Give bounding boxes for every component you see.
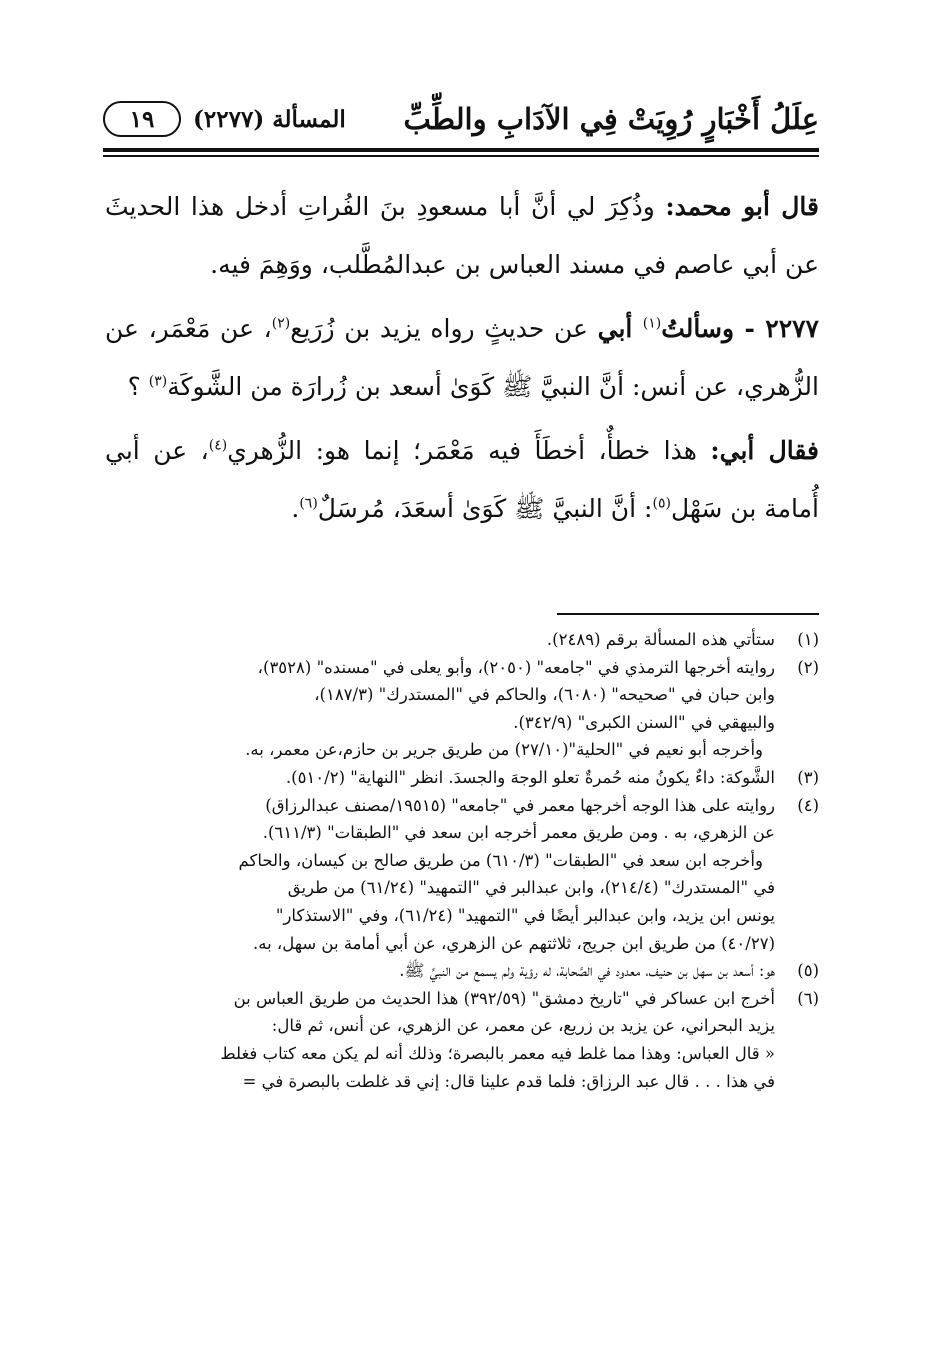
paragraph-text: ؟ <box>127 372 149 401</box>
footnote-4 <box>100 792 819 958</box>
paragraph-text: عن حديثٍ رواه يزيد بن زُرَيع <box>290 314 598 343</box>
footnote-number: (٤) <box>797 795 819 815</box>
footnote-number: (١) <box>797 630 819 649</box>
footnote-line: يزيد البحراني، عن يزيد بن زريع، عن معمر، عن الزهري، عن أنس، ثم قال: <box>271 1016 775 1036</box>
footnote-line: عن الزهري، به . ومن طريق معمر أخرجه ابن سعد في "الطبقات" (٦١١/٣). <box>262 823 775 843</box>
issue-lead: ٢٢٧٧ - وسألتُ <box>661 314 819 343</box>
footnote-line: « قال العباس: وهذا مما غلط فيه معمر بالبصرة؛ وذلك أنه لم يكن معه كتاب فغلط <box>220 1043 775 1063</box>
paragraph-text: وذُكِرَ لي أنَّ أبا مسعودِ بنَ الفُراتِ أدخل هذا الحديثَ عن أبي عاصم في مسند العباس بن عبدالمُطَّلب، ووَهِمَ فيه. <box>105 192 819 279</box>
footnote-line: (٤٠/٢٧) من طريق ابن جريج، ثلاثتهم عن الزهري، عن أبي أمامة بن سهل، به. <box>253 933 775 953</box>
paragraph-text: ، عن أبي أُمامة بن سَهْل <box>105 436 819 523</box>
footnote-line: وابن حبان في "صحيحه" (٦٠٨٠)، والحاكم في "المستدرك" (١٨٧/٣)، <box>314 685 775 705</box>
footnote-line: وأخرجه ابن سعد في "الطبقات" (٦١٠/٣) من طريق صالح بن كيسان، والحاكم <box>238 850 763 870</box>
paragraph-answer <box>105 422 819 538</box>
header-meta <box>103 101 346 137</box>
footnote-number: (٢) <box>797 657 819 677</box>
footnote-line: هو: أسعد بن سهل بن حنيف، معدود في الصَّحابة، له رؤية ولم يسمع من النبيِّ ﷺ. <box>399 961 775 981</box>
paragraph-text: ، عن مَعْمَر، عن الزُّهري، عن أنس: أنَّ النبيَّ ﷺ كَوَىٰ أسعد بن زُرارَة من الشَّوكَة <box>105 314 819 401</box>
page-number-badge: ١٩ <box>103 101 181 137</box>
running-title: عِلَلُ أَخْبَارٍ رُوِيَتْ فِي الآدَابِ والطِّبِّ <box>403 102 819 136</box>
paragraph-text: هذا خطأٌ، أخطَأَ فيه مَعْمَر؛ إنما هو: الزُّهري <box>227 436 711 465</box>
footnote-line: والبيهقي في "السنن الكبرى" (٣٤٢/٩). <box>513 712 775 732</box>
footnote-number: (٥) <box>797 961 819 981</box>
main-text <box>105 178 819 538</box>
footnote-line: وأخرجه أبو نعيم في "الحلية"(٢٧/١٠) من طريق جرير بن حازم،عن معمر، به. <box>245 740 763 760</box>
footnote-line: في "المستدرك" (٢١٤/٤)، وابن عبدالبر في "التمهيد" (٦١/٢٤) من طريق <box>287 878 775 898</box>
footnote-5 <box>100 957 819 985</box>
header-rule-thick <box>103 148 819 152</box>
footnote-ref-6[interactable]: (٦) <box>299 495 318 512</box>
footnote-3 <box>100 764 819 792</box>
header-rule-thin <box>103 155 819 157</box>
footnote-ref-1[interactable]: (١) <box>642 315 662 332</box>
paragraph-abu-muhammad <box>105 178 819 294</box>
footnote-line: روايته على هذا الوجه أخرجها معمر في "جامعه" (١٩٥١٥/مصنف عبدالرزاق) <box>265 795 775 815</box>
footnote-line: روايته أخرجها الترمذي في "جامعه" (٢٠٥٠)، وأبو يعلى في "مسنده" (٣٥٢٨)، <box>257 657 775 677</box>
footnote-2 <box>100 654 819 764</box>
footnote-line: الشَّوكة: داءٌ يكونُ منه حُمرةٌ تعلو الوجهَ والجسدَ. انظر "النهاية" (٥١٠/٢). <box>285 767 775 787</box>
footnote-number: (٣) <box>797 767 819 787</box>
footnote-ref-5[interactable]: (٥) <box>652 495 671 512</box>
footnote-ref-2[interactable]: (٢) <box>271 315 291 332</box>
footnote-separator <box>557 613 819 615</box>
footnote-line: أخرج ابن عساكر في "تاريخ دمشق" (٣٩٢/٥٩) هذا الحديث من طريق العباس بن <box>233 988 775 1008</box>
paragraph-question <box>105 300 819 416</box>
paragraph-text: . <box>291 494 300 523</box>
footnote-number: (٦) <box>797 988 819 1008</box>
speaker-label: قال أبو محمد: <box>665 192 819 221</box>
issue-number: المسألة (٢٢٧٧) <box>193 105 346 133</box>
footnote-6 <box>100 985 819 1095</box>
footnote-ref-4[interactable]: (٤) <box>208 437 228 454</box>
footnote-line: في هذا . . . قال عبد الرزاق: فلما قدم علينا قال: إني قد غلطت بالبصرة في = <box>242 1071 775 1091</box>
footnote-line: ستأتي هذه المسألة برقم (٢٤٨٩). <box>546 630 775 649</box>
footnotes <box>100 626 819 1095</box>
page-header <box>103 92 819 146</box>
footnote-1 <box>100 626 819 654</box>
issue-lead-2: أبي <box>597 314 643 343</box>
paragraph-text: : أنَّ النبيَّ ﷺ كَوَىٰ أسعَدَ، مُرسَلٌ <box>317 494 653 523</box>
footnote-line: يونس ابن يزيد، وابن عبدالبر أيضًا في "التمهيد" (٦١/٢٤)، وفي "الاستذكار" <box>275 905 775 925</box>
footnote-ref-3[interactable]: (٣) <box>148 373 168 390</box>
speaker-label: فقال أبي: <box>710 436 819 465</box>
